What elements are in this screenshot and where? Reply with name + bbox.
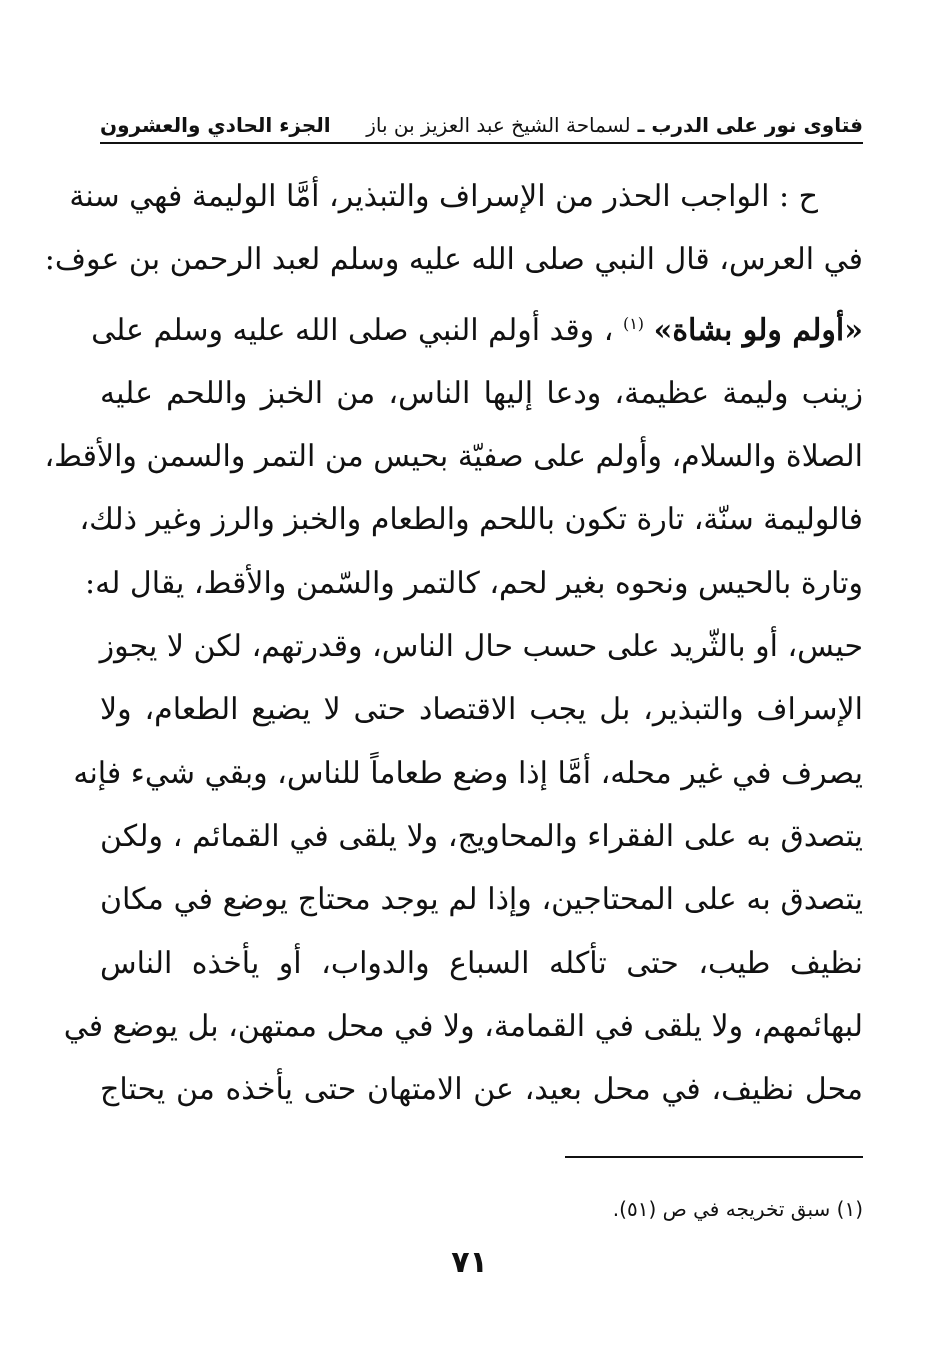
body-line-with-quote — [91, 292, 863, 362]
footnote-reference: (١) — [622, 313, 645, 333]
body-line: ح : الواجب الحذر من الإسراف والتبذير، أمَّا الوليمة فهي سنة — [69, 179, 818, 214]
body-line: في العرس، قال النبي صلى الله عليه وسلم لعبد الرحمن بن عوف: — [44, 242, 863, 278]
body-line-rest: ، وقد أولم النبي صلى الله عليه وسلم على — [91, 312, 614, 348]
body-line: فالوليمة سنّة، تارة تكون باللحم والطعام والخبز والرز وغير ذلك، — [79, 502, 863, 538]
body-line: الصلاة والسلام، وأولم على صفيّة بحيس من التمر والسمن والأقط، — [44, 439, 863, 475]
body-line: زينب وليمة عظيمة، ودعا إليها الناس، من الخبز واللحم عليه — [100, 375, 863, 411]
body-line: لبهائمهم، ولا يلقى في القمامة، ولا في محل ممتهن، بل يوضع في — [63, 1008, 863, 1044]
footnote-separator — [565, 1156, 863, 1158]
body-line: يتصدق به على الفقراء والمحاويج، ولا يلقى في القمائم ، ولكن — [100, 818, 863, 854]
body-line: محل نظيف، في محل بعيد، عن الامتهان حتى يأخذه من يحتاج — [100, 1072, 863, 1108]
body-line: حيس، أو بالثّريد على حسب حال الناس، وقدرتهم، لكن لا يجوز — [99, 629, 863, 665]
running-header — [100, 108, 863, 144]
author-name: لسماحة الشيخ عبد العزيز بن باز — [366, 113, 631, 137]
body-line: يتصدق به على المحتاجين، وإذا لم يوجد محتاج يوضع في مكان — [100, 882, 863, 918]
hadith-quote: «أولم ولو بشاة» — [653, 312, 863, 348]
footnote: (١) سبق تخريجه في ص (٥١). — [612, 1197, 863, 1221]
page-number: ٧١ — [451, 1245, 488, 1280]
body-line: نظيف طيب، حتى تأكله السباع والدواب، أو يأخذه الناس — [100, 945, 863, 981]
volume-part: الجزء الحادي والعشرون — [100, 113, 331, 137]
body-line: الإسراف والتبذير، بل يجب الاقتصاد حتى لا يضيع الطعام، ولا — [100, 692, 863, 728]
book-title: فتاوى نور على الدرب ـ — [630, 113, 863, 137]
fatwa-body — [44, 165, 863, 1121]
body-line: يصرف في غير محله، أمَّا إذا وضع طعاماً للناس، وبقي شيء فإنه — [73, 755, 863, 791]
body-line: وتارة بالحيس ونحوه بغير لحم، كالتمر والسّمن والأقط، يقال له: — [85, 565, 863, 601]
